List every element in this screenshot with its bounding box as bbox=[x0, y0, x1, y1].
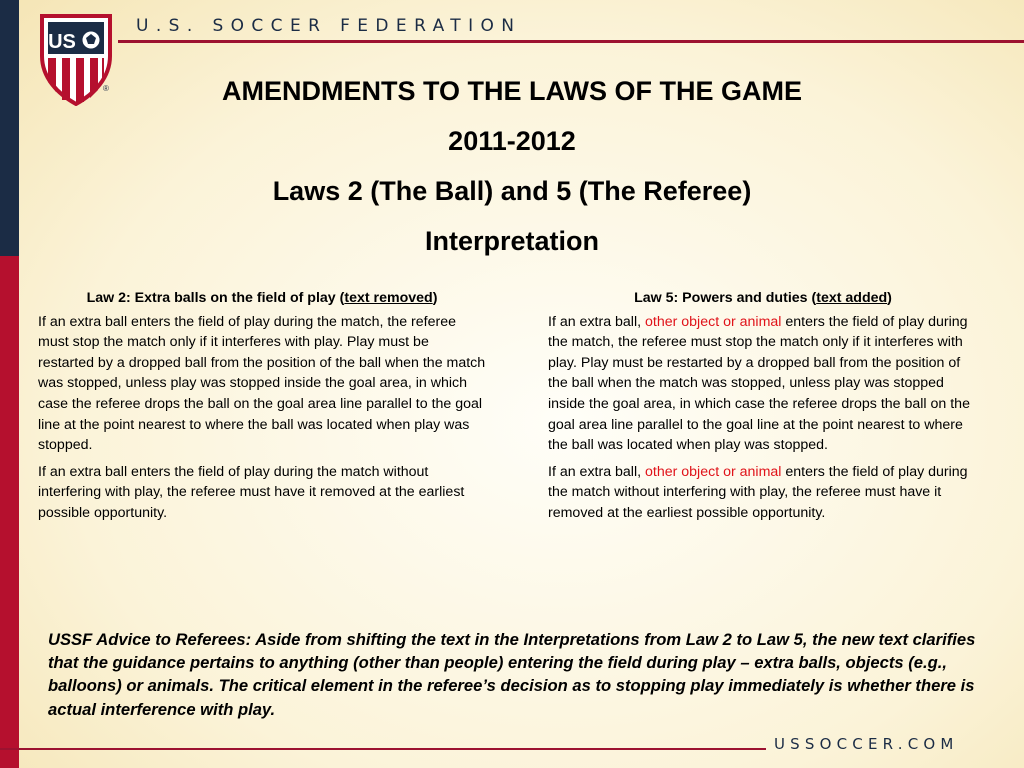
registered-mark: ® bbox=[103, 84, 109, 93]
text-removed-label: text removed bbox=[344, 290, 433, 306]
text-added-label: text added bbox=[816, 290, 888, 306]
footer-website: USSOCCER.COM bbox=[774, 735, 959, 753]
header-divider bbox=[118, 40, 1024, 43]
law2-paragraph-2: If an extra ball enters the field of play during the match without interfering with play, the referee must have it removed at the earliest possible opportunity. bbox=[38, 463, 465, 521]
title-line-4: Interpretation bbox=[424, 226, 599, 256]
left-stripe-red bbox=[0, 256, 19, 768]
advice-text: Aside from shifting the text in the Interpretations from Law 2 to Law 5, the new text clarifies that the guidance pertains to anything (other than people) entering the field during play – extra balls, objects (e.g., balloons) or animals. The critical element in the referee’s decision as to stopping play immediately is whether there is actual interference with play. bbox=[48, 630, 976, 719]
law5-paragraph-1: If an extra ball, other object or animal enters the field of play during the match, the referee must stop the match only if it interferes with play. Play must be restarted by a dropped ball from the position of the ball when the match was stopped, unless play was stopped inside the goal area, in which case the referee drops the ball on the goal area line parallel to the goal line at the point nearest to where the ball was located when play was stopped. bbox=[548, 313, 970, 454]
title-line-1: AMENDMENTS TO THE LAWS OF THE GAME bbox=[222, 76, 802, 106]
ussf-advice-note: USSF Advice to Referees: Aside from shifting the text in the Interpretations from Law 2 to Law 5, the new text clarifies that the guidance pertains to anything (other than people) entering the field during play – extra balls, objects (e.g., balloons) or animals. The critical element in the referee’s decision as to stopping play immediately is whether there is actual interference with play. bbox=[48, 630, 976, 719]
law2-column bbox=[38, 288, 486, 530]
footer-divider bbox=[0, 748, 766, 750]
law5-paragraph-2: If an extra ball, other object or animal enters the field of play during the match without interfering with play, the referee must have it removed at the earliest possible opportunity. bbox=[548, 463, 968, 521]
federation-name: U.S. SOCCER FEDERATION bbox=[136, 16, 522, 36]
page-title bbox=[0, 66, 1024, 266]
added-text-highlight: other object or animal bbox=[645, 463, 782, 480]
law2-heading: Law 2: Extra balls on the field of play (text removed) bbox=[86, 290, 438, 306]
added-text-highlight: other object or animal bbox=[645, 313, 782, 330]
law2-paragraph-1: If an extra ball enters the field of play during the match, the referee must stop the match only if it interferes with play. Play must be restarted by a dropped ball from the position of the ball when the match was stopped, unless play was stopped inside the goal area, in which case the referee drops the ball on the goal area line parallel to the goal line at the point nearest to where the ball was located when play was stopped. bbox=[38, 313, 486, 454]
law5-heading: Law 5: Powers and duties (text added) bbox=[634, 290, 892, 306]
title-line-2: 2011-2012 bbox=[448, 126, 576, 156]
title-line-3: Laws 2 (The Ball) and 5 (The Referee) bbox=[272, 176, 752, 206]
advice-label: USSF Advice to Referees bbox=[48, 630, 246, 649]
law5-column bbox=[548, 288, 978, 530]
crest-monogram: US bbox=[48, 31, 76, 53]
